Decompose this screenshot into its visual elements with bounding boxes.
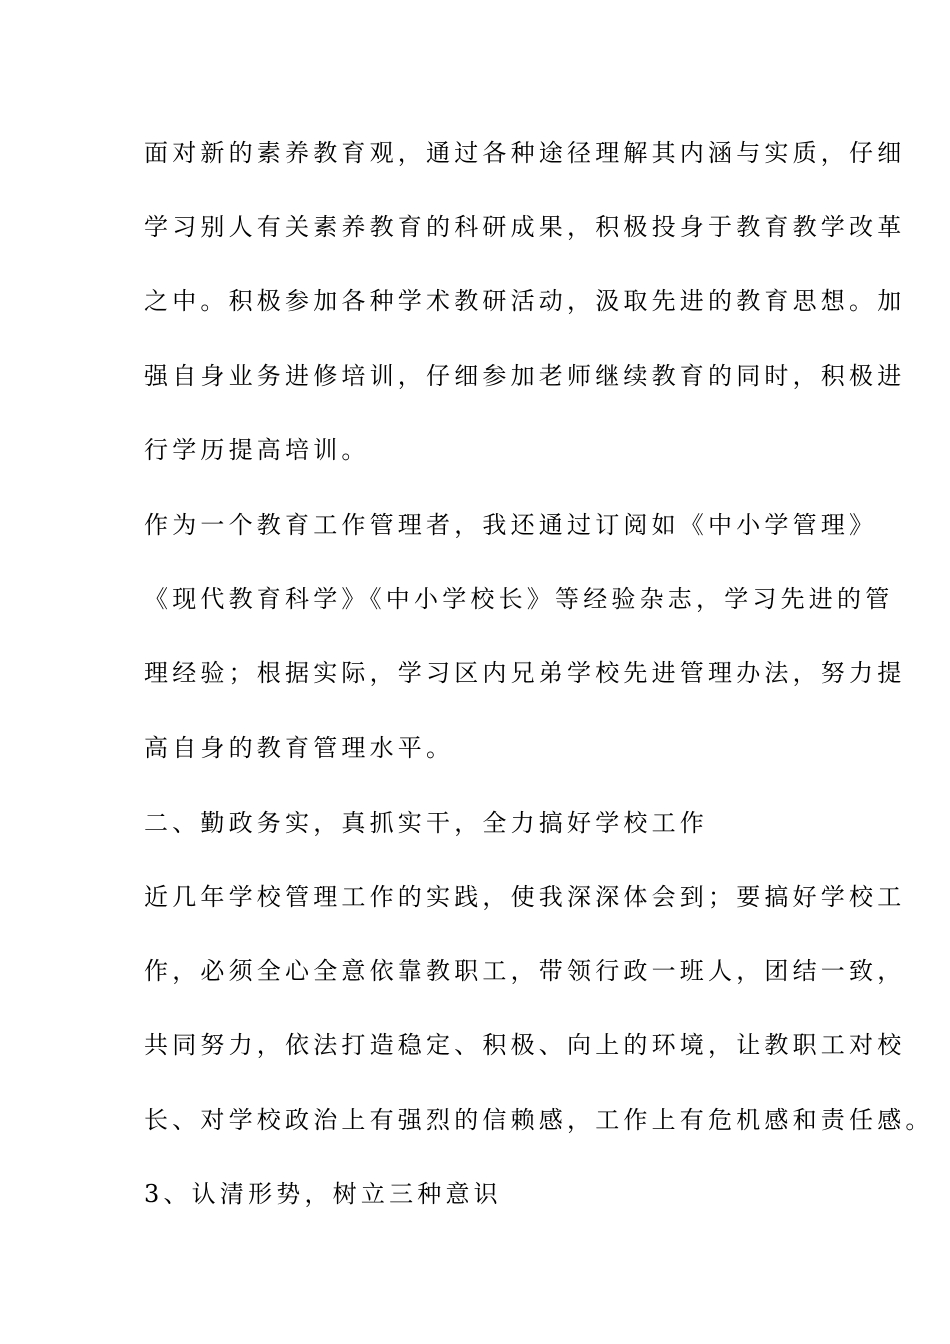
paragraph-line: 《现代教育科学》《中小学校长》等经验杂志，学习先进的管 xyxy=(144,585,894,613)
paragraph-line: 面对新的素养教育观，通过各种途径理解其内涵与实质，仔细 xyxy=(144,139,906,167)
paragraph-line: 高自身的教育管理水平。 xyxy=(144,734,455,762)
paragraph-line: 学习别人有关素养教育的科研成果，积极投身于教育教学改革 xyxy=(144,213,906,241)
paragraph-line: 共同努力，依法打造稳定、积极、向上的环境，让教职工对校 xyxy=(144,1031,906,1059)
section-heading: 二、勤政务实，真抓实干，全力搞好学校工作 xyxy=(144,809,708,837)
paragraph-line: 作为一个教育工作管理者，我还通过订阅如《中小学管理》 xyxy=(144,511,878,539)
paragraph-line: 长、对学校政治上有强烈的信赖感，工作上有危机感和责任感。 xyxy=(144,1106,934,1134)
paragraph-line: 之中。积极参加各种学术教研活动，汲取先进的教育思想。加 xyxy=(144,287,906,315)
paragraph-line: 强自身业务进修培训，仔细参加老师继续教育的同时，积极进 xyxy=(144,362,906,390)
paragraph-line: 理经验；根据实际，学习区内兄弟学校先进管理办法，努力提 xyxy=(144,659,906,687)
section-heading: 3、认清形势，树立三种意识 xyxy=(144,1180,502,1208)
paragraph-line: 行学历提高培训。 xyxy=(144,436,370,464)
paragraph-line: 作，必须全心全意依靠教职工，带领行政一班人，团结一致， xyxy=(144,957,906,985)
paragraph-line: 近几年学校管理工作的实践，使我深深体会到；要搞好学校工 xyxy=(144,883,906,911)
